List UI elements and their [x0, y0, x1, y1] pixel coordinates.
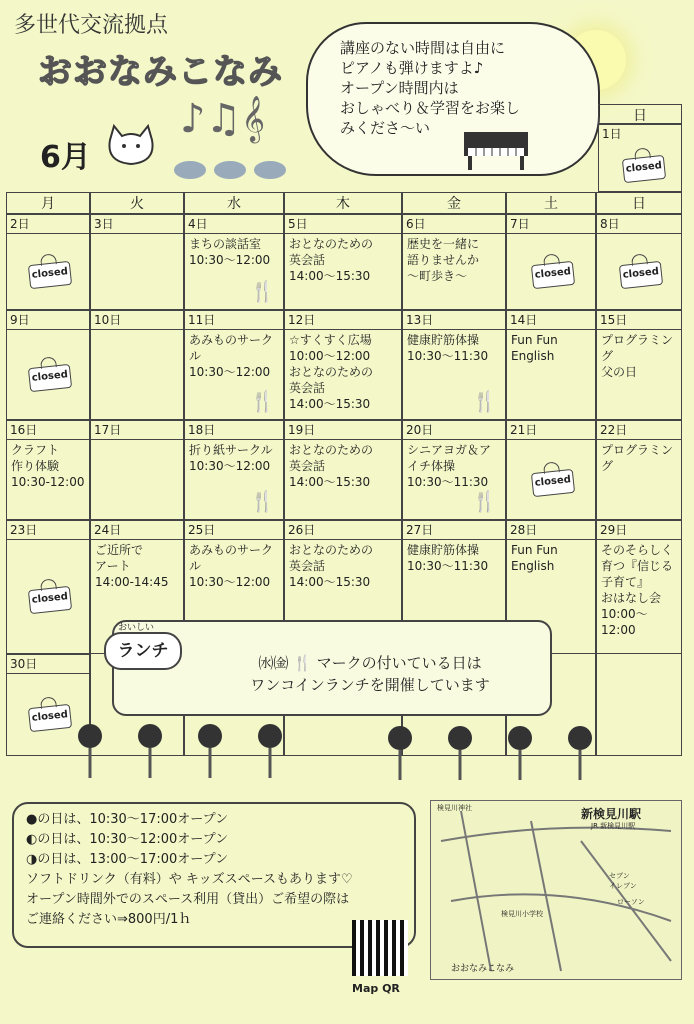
piano-icon: [462, 128, 532, 172]
weekday-header: 金: [402, 192, 506, 214]
event-text: プログラミング: [601, 443, 674, 473]
calendar-day-cell[interactable]: [596, 520, 682, 654]
day-number: 18日: [185, 421, 283, 440]
day-number: 4日: [185, 215, 283, 234]
map-seven: セブン イレブン: [609, 872, 637, 890]
event-text: Fun Fun English: [511, 333, 558, 363]
calendar-day-cell[interactable]: [90, 420, 184, 520]
day-number: 7日: [507, 215, 595, 234]
legend-contact: ご連絡ください⇒800円/1ｈ: [26, 912, 192, 927]
calendar-day-cell[interactable]: [402, 214, 506, 310]
legend-rental: オープン時間外でのスペース利用（貸出）ご希望の際は: [26, 892, 350, 907]
event-text: 歴史を一緒に 語りませんか 〜町歩き〜: [407, 237, 480, 283]
event-text: ご近所で アート 14:00-14:45: [95, 543, 169, 589]
day-number: 29日: [597, 521, 681, 540]
lunch-utensil-icon: 🍴: [250, 489, 275, 513]
lunch-utensil-icon: 🍴: [250, 389, 275, 413]
legend-drink: ソフトドリンク（有料）や キッズスペースもあります♡: [26, 872, 353, 887]
calendar-day-cell[interactable]: [184, 214, 284, 310]
event-text: まちの談話室 10:30〜12:00: [189, 237, 271, 267]
closed-sign: closed: [531, 261, 575, 289]
lunch-text: ㈬㈮ 🍴 マークの付いている日は ワンコインランチを開催しています: [250, 654, 490, 694]
event-text: プログラミング 父の日: [601, 333, 674, 379]
calendar-day-cell[interactable]: [596, 214, 682, 310]
legend-full: ●の日は、10:30〜17:00オープン: [26, 812, 229, 827]
day-number: 15日: [597, 311, 681, 330]
day-number: 13日: [403, 311, 505, 330]
closed-sign: closed: [28, 586, 72, 614]
day-number: 17日: [91, 421, 183, 440]
calendar-day-cell[interactable]: [90, 214, 184, 310]
event-text: 折り紙サークル 10:30〜12:00: [189, 443, 273, 473]
frogs-icon: [170, 154, 290, 180]
day-number: 19日: [285, 421, 401, 440]
closed-sign: closed: [28, 704, 72, 732]
month-label: 6月: [40, 140, 91, 175]
day-number: 10日: [91, 311, 183, 330]
map-shrine: 検見川神社: [437, 804, 472, 812]
day-number: 24日: [91, 521, 183, 540]
day-number: 12日: [285, 311, 401, 330]
weekday-header: 水: [184, 192, 284, 214]
day-number: 8日: [597, 215, 681, 234]
event-text: 健康貯筋体操 10:30〜11:30: [407, 333, 489, 363]
calendar-day-cell[interactable]: [284, 310, 402, 420]
day-number: 20日: [403, 421, 505, 440]
day-number: 6日: [403, 215, 505, 234]
lunch-utensil-icon: 🍴: [472, 389, 497, 413]
day-number: 28日: [507, 521, 595, 540]
corner-day-cell: [598, 124, 682, 192]
event-text: Fun Fun English: [511, 543, 558, 573]
day-number: 9日: [7, 311, 89, 330]
calendar-day-cell[interactable]: [6, 310, 90, 420]
day-number: 27日: [403, 521, 505, 540]
map-lawson: ローソン: [617, 898, 645, 906]
closed-sign: closed: [531, 469, 575, 497]
day-number: 23日: [7, 521, 89, 540]
brand-name: おおなみこなみ: [38, 52, 283, 92]
weekday-header: 月: [6, 192, 90, 214]
closed-sign: closed: [622, 155, 666, 183]
lunch-logo-small: おいしい: [118, 623, 155, 633]
day-number: 3日: [91, 215, 183, 234]
music-notes-icon: ♪♫𝄞: [180, 96, 266, 142]
legend-right: ◑の日は、13:00〜17:00オープン: [26, 852, 229, 867]
org-title: 多世代交流拠点: [14, 13, 169, 38]
day-number: 16日: [7, 421, 89, 440]
day-number: 5日: [285, 215, 401, 234]
area-map: [430, 800, 682, 980]
lunch-utensil-icon: 🍴: [472, 489, 497, 513]
calendar-day-cell[interactable]: [402, 420, 506, 520]
weekday-header: 木: [284, 192, 402, 214]
map-school: 検見川小学校: [501, 910, 543, 918]
kids-illustration: [70, 718, 610, 788]
event-text: おとなのための 英会話 14:00〜15:30: [289, 237, 374, 283]
calendar-day-cell[interactable]: [506, 310, 596, 420]
map-place: おおなみこなみ: [451, 964, 515, 974]
lunch-logo: ランチ: [104, 632, 182, 670]
calendar-day-cell[interactable]: [402, 310, 506, 420]
weekday-header: 土: [506, 192, 596, 214]
calendar-day-cell[interactable]: [6, 520, 90, 654]
event-text: ☆すくすく広場 10:00〜12:00 おとなのための 英会話 14:00〜15:30: [289, 333, 374, 411]
legend-left: ◐の日は、10:30〜12:00オープン: [26, 832, 229, 847]
event-text: おとなのための 英会話 14:00〜15:30: [289, 543, 374, 589]
calendar-day-cell[interactable]: [184, 310, 284, 420]
calendar-day-cell[interactable]: [6, 420, 90, 520]
day-number: 11日: [185, 311, 283, 330]
bubble-text: 講座のない時間は自由に ピアノも弾けますよ♪ オープン時間内は おしゃべり＆学習をお楽し みくださ〜い: [340, 39, 521, 137]
closed-sign: closed: [28, 261, 72, 289]
day-number: 2日: [7, 215, 89, 234]
calendar-day-cell[interactable]: [184, 420, 284, 520]
qr-label: Map QR: [352, 982, 400, 995]
map-line: JR 新検見川駅: [591, 822, 636, 830]
calendar-day-cell[interactable]: [6, 214, 90, 310]
calendar-day-cell[interactable]: [284, 420, 402, 520]
event-text: あみものサークル 10:30〜12:00: [189, 543, 274, 589]
lunch-utensil-icon: 🍴: [250, 279, 275, 303]
qr-code[interactable]: [352, 920, 408, 976]
map-station: 新検見川駅: [581, 807, 642, 821]
event-text: おとなのための 英会話 14:00〜15:30: [289, 443, 374, 489]
calendar-day-cell[interactable]: [506, 420, 596, 520]
corner-date: 1日: [602, 127, 622, 141]
closed-sign: closed: [28, 364, 72, 392]
calendar-day-cell[interactable]: [596, 310, 682, 420]
closed-sign: closed: [619, 261, 663, 289]
calendar-day-cell[interactable]: [284, 214, 402, 310]
event-text: そのそらしく 育つ『信じる 子育て』 おはなし会 10:00〜 12:00: [601, 543, 674, 637]
day-number: 22日: [597, 421, 681, 440]
day-number: 26日: [285, 521, 401, 540]
weekday-header: 日: [596, 192, 682, 214]
event-text: あみものサークル 10:30〜12:00: [189, 333, 274, 379]
day-number: 14日: [507, 311, 595, 330]
day-number: 21日: [507, 421, 595, 440]
day-number: 30日: [7, 655, 89, 674]
calendar-day-cell[interactable]: [596, 420, 682, 520]
day-number: 25日: [185, 521, 283, 540]
cat-icon: [104, 122, 158, 170]
calendar-day-cell[interactable]: [90, 310, 184, 420]
event-text: シニアヨガ＆ア イチ体操 10:30〜11:30: [407, 443, 492, 489]
calendar-day-cell[interactable]: [506, 214, 596, 310]
weekday-header: 火: [90, 192, 184, 214]
event-text: 健康貯筋体操 10:30〜11:30: [407, 543, 489, 573]
corner-weekday: 日: [598, 104, 682, 124]
event-text: クラフト 作り体験 10:30-12:00: [11, 443, 85, 489]
